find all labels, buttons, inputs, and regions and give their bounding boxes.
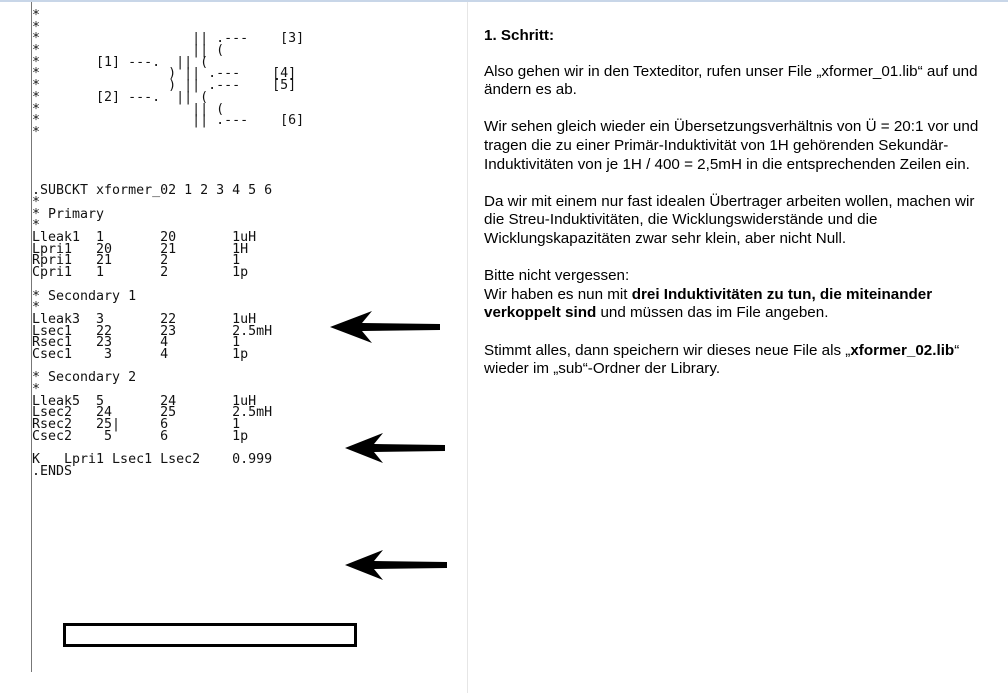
text-run: Stimmt alles, dann speichern wir dieses neue File als „ bbox=[484, 341, 851, 359]
text-run: und müssen das im File angeben. bbox=[596, 304, 829, 322]
paragraph bbox=[484, 342, 994, 379]
emphasis-text: drei Induktivitäten zu tun, die miteinander verkoppelt sind bbox=[484, 285, 933, 322]
paragraph: Da wir mit einem nur fast idealen Übertrager arbeiten wollen, machen wir die Streu-Induktivitäten, die Wicklungswiderstände und die Wicklungskapazitäten zwar sehr klein, aber nicht Null. bbox=[484, 192, 975, 247]
code-line: Lleak5 5 24 1uH bbox=[32, 393, 257, 409]
code-line: Lpri1 20 21 1H bbox=[32, 241, 249, 257]
code-line: Lleak1 1 20 1uH bbox=[32, 230, 257, 246]
code-line: Rsec1 23 4 1 bbox=[32, 335, 241, 351]
code-line: * bbox=[32, 382, 41, 397]
tutorial-text bbox=[484, 27, 994, 397]
code-line: * Primary bbox=[32, 206, 105, 222]
code-line: K Lpri1 Lsec1 Lsec2 0.999 bbox=[32, 452, 273, 468]
code-line: Rpri1 21 2 1 bbox=[32, 253, 241, 269]
code-line: Lleak3 3 22 1uH bbox=[32, 311, 257, 327]
code-line: * [1] ---. || ( bbox=[32, 54, 209, 70]
code-line: * || .--- [6] bbox=[32, 113, 305, 129]
paragraph bbox=[484, 267, 994, 323]
code-line: * || ( bbox=[32, 43, 225, 59]
code-line: * bbox=[32, 19, 41, 35]
code-line: Csec2 5 6 1p bbox=[32, 428, 249, 444]
code-line: .ENDS bbox=[32, 463, 73, 479]
code-line bbox=[32, 162, 304, 174]
code-line bbox=[32, 139, 304, 151]
arrow-icon bbox=[343, 429, 449, 467]
code-line: * bbox=[32, 8, 41, 23]
netlist-code bbox=[32, 10, 304, 478]
code-line: * [2] ---. || ( bbox=[32, 89, 209, 105]
code-line: * || ( bbox=[32, 101, 225, 117]
code-line: Cpri1 1 2 1p bbox=[32, 265, 249, 281]
coupling-highlight-box bbox=[63, 623, 357, 647]
code-line: * bbox=[32, 124, 41, 140]
text-run: “ wieder im „sub“-Ordner der Library. bbox=[484, 341, 960, 378]
arrow-icon bbox=[328, 307, 446, 347]
reminder-line: Bitte nicht vergessen: bbox=[484, 267, 630, 285]
text-run: Wir haben es nun mit bbox=[484, 285, 632, 303]
code-line bbox=[32, 150, 304, 162]
paragraph: Wir sehen gleich wieder ein Übersetzungsverhältnis von Ü = 20:1 vor und tragen die zu einer Primär-Induktivität von 1H gehörenden Sekundär-Induktivitäten von je 1H / 400 = 2,5mH in die entsprechenden Zeilen ein. bbox=[484, 118, 979, 173]
code-line: Csec1 3 4 1p bbox=[32, 346, 249, 362]
code-line: * ) || .--- [4] bbox=[32, 66, 297, 82]
arrow-icon bbox=[343, 546, 451, 584]
filename-emphasis: xformer_02.lib bbox=[850, 341, 955, 359]
code-line: Lsec2 24 25 2.5mH bbox=[32, 405, 273, 421]
code-line: Rsec2 25| 6 1 bbox=[32, 417, 241, 433]
text-editor-screenshot bbox=[0, 2, 468, 693]
code-line: * bbox=[32, 218, 41, 234]
code-line: * bbox=[32, 300, 41, 316]
code-line: * ) || .--- [5] bbox=[32, 78, 297, 94]
paragraph: Also gehen wir in den Texteditor, rufen unser File „xformer_01.lib“ auf und ändern es ab. bbox=[484, 62, 978, 99]
code-line: Lsec1 22 23 2.5mH bbox=[32, 323, 273, 339]
code-line: .SUBCKT xformer_02 1 2 3 4 5 6 bbox=[32, 183, 273, 199]
code-line: * bbox=[32, 195, 41, 210]
code-line: * || .--- [3] bbox=[32, 31, 305, 47]
code-line: * Secondary 2 bbox=[32, 370, 137, 386]
step-heading: 1. Schritt: bbox=[484, 27, 555, 44]
code-line: * Secondary 1 bbox=[32, 288, 137, 304]
